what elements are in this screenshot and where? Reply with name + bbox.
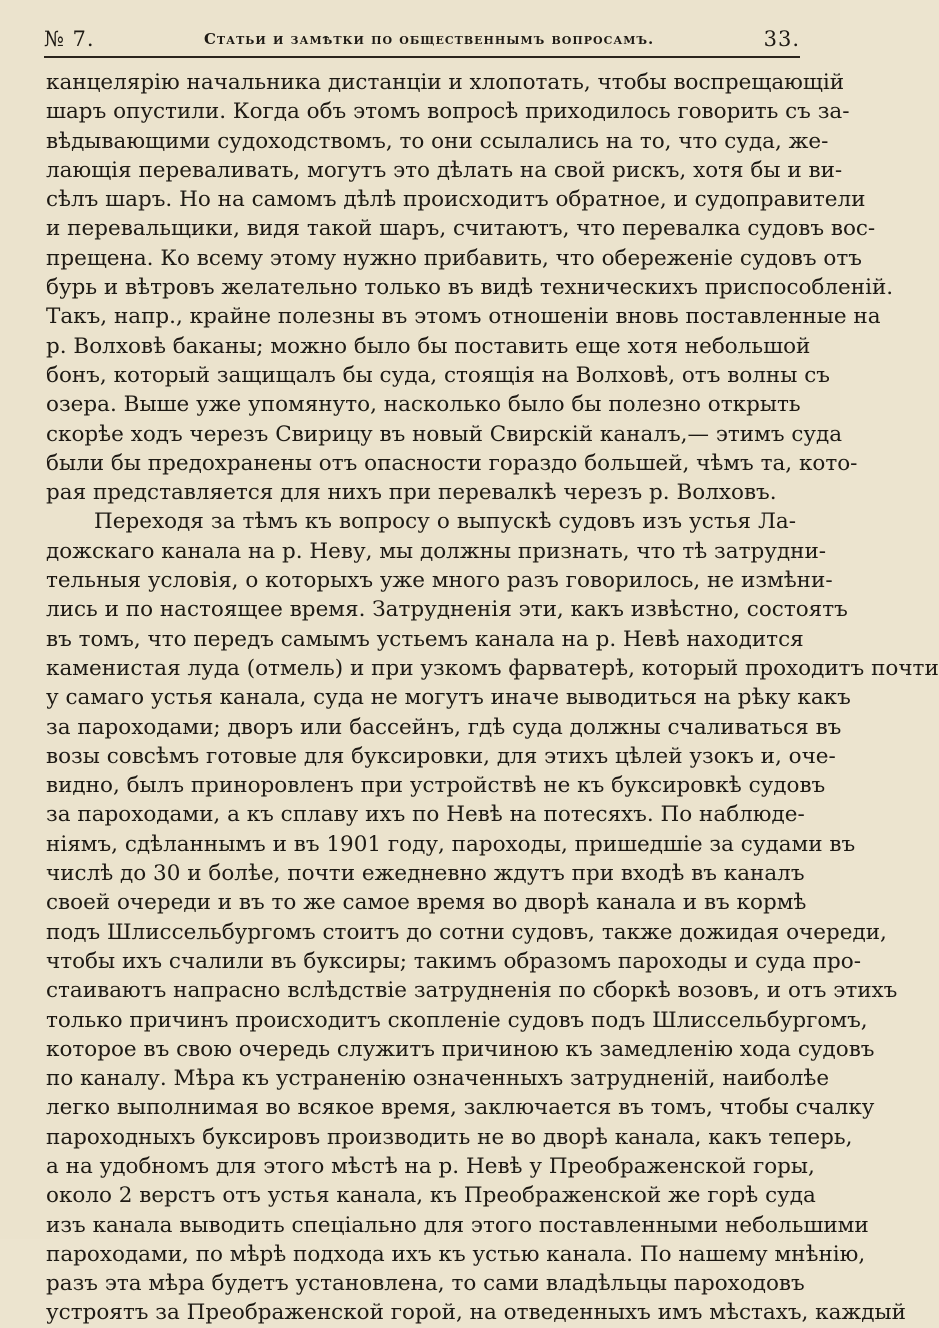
text-line: тельныя условія, о которыхъ уже много разъ говорилось, не измѣни- xyxy=(46,568,833,594)
text-line: около 2 верстъ отъ устья канала, къ Преображенской же горѣ суда xyxy=(46,1183,816,1209)
text-line: пароходныхъ буксировъ производить не во дворѣ канала, какъ теперь, xyxy=(46,1124,853,1150)
page-number: 33. xyxy=(763,27,800,51)
text-line: подъ Шлиссельбургомъ стоитъ до сотни судовъ, также дожидая очереди, xyxy=(46,919,887,945)
text-line: шаръ опустили. Когда объ этомъ вопросѣ приходилось говорить съ за- xyxy=(46,99,850,125)
text-line: были бы предохранены отъ опасности гораздо большей, чѣмъ та, кото- xyxy=(46,450,858,476)
text-line: каменистая луда (отмель) и при узкомъ фарватерѣ, который проходитъ почти xyxy=(46,655,939,681)
running-title: Статьи и замѣтки по общественнымъ вопросамъ. xyxy=(203,30,655,48)
text-line: возы совсѣмъ готовые для буксировки, для этихъ цѣлей узокъ и, оче- xyxy=(46,743,836,769)
text-line: пароходами, по мѣрѣ подхода ихъ къ устью канала. По нашему мнѣнію, xyxy=(46,1241,866,1267)
text-line: въ томъ, что передъ самымъ устьемъ канала на р. Невѣ находится xyxy=(46,626,804,652)
page-header xyxy=(44,22,800,58)
text-line: прещена. Ко всему этому нужно прибавить, что обереженіе судовъ отъ xyxy=(46,245,862,271)
text-line: Переходя за тѣмъ къ вопросу о выпускѣ судовъ изъ устья Ла- xyxy=(94,509,796,535)
text-line: скорѣе ходъ черезъ Свирицу въ новый Свирскій каналъ,— этимъ суда xyxy=(46,421,843,447)
text-line: видно, былъ приноровленъ при устройствѣ не къ буксировкѣ судовъ xyxy=(46,773,826,799)
text-line: только причинъ происходитъ скопленіе судовъ подъ Шлиссельбургомъ, xyxy=(46,1007,868,1033)
text-line: по каналу. Мѣра къ устраненію означенныхъ затрудненій, наиболѣе xyxy=(46,1066,830,1092)
text-line: стаиваютъ напрасно вслѣдствіе затрудненія по сборкѣ возовъ, и отъ этихъ xyxy=(46,978,898,1004)
text-line: рая представляется для нихъ при перевалкѣ черезъ р. Волховъ. xyxy=(46,480,777,506)
text-line: легко выполнимая во всякое время, заключается въ томъ, чтобы счалку xyxy=(46,1095,875,1121)
issue-number: № 7. xyxy=(44,27,95,51)
text-line: разъ эта мѣра будетъ установлена, то сами владѣльцы пароходовъ xyxy=(46,1271,805,1297)
body-text xyxy=(46,68,939,1328)
text-line: которое въ свою очередь служитъ причиною къ замедленію хода судовъ xyxy=(46,1036,875,1062)
text-line: за пароходами, а къ сплаву ихъ по Невѣ на потесяхъ. По наблюде- xyxy=(46,802,805,828)
text-line: и перевальщики, видя такой шаръ, считаютъ, что перевалка судовъ вос- xyxy=(46,216,876,242)
text-line: вѣдывающими судоходствомъ, то они ссылались на то, что суда, же- xyxy=(46,128,829,154)
text-line: бонъ, который защищалъ бы суда, стоящія на Волховѣ, отъ волны съ xyxy=(46,362,830,388)
text-line: канцелярію начальника дистанціи и хлопотать, чтобы воспрещающій xyxy=(46,70,845,95)
text-line: ніямъ, сдѣланнымъ и въ 1901 году, пароходы, пришедшіе за судами въ xyxy=(46,831,856,857)
text-line: Такъ, напр., крайне полезны въ этомъ отношеніи вновь поставленные на xyxy=(46,304,881,330)
text-line: бурь и вѣтровъ желательно только въ видѣ техническихъ приспособленій. xyxy=(46,275,894,301)
text-line: лающія переваливать, могутъ это дѣлать на свой рискъ, хотя бы и ви- xyxy=(46,157,843,183)
text-line: изъ канала выводить спеціально для этого поставленными небольшими xyxy=(46,1212,869,1238)
text-line: озера. Выше уже упомянуто, насколько было бы полезно открыть xyxy=(46,392,801,418)
text-line: лись и по настоящее время. Затрудненія эти, какъ извѣстно, состоятъ xyxy=(46,597,848,623)
text-line: а на удобномъ для этого мѣстѣ на р. Невѣ у Преображенской горы, xyxy=(46,1153,815,1179)
text-line: дожскаго канала на р. Неву, мы должны признать, что тѣ затрудни- xyxy=(46,538,827,564)
text-line: у самаго устья канала, суда не могутъ иначе выводиться на рѣку какъ xyxy=(46,685,851,711)
text-line: чтобы ихъ счалили въ буксиры; такимъ образомъ пароходы и суда про- xyxy=(46,948,862,974)
text-line: сѣлъ шаръ. Но на самомъ дѣлѣ происходитъ обратное, и судоправители xyxy=(46,187,866,213)
text-line: числѣ до 30 и болѣе, почти ежедневно ждутъ при входѣ въ каналъ xyxy=(46,861,805,887)
text-line: устроятъ за Преображенской горой, на отведенныхъ имъ мѣстахъ, каждый xyxy=(46,1300,906,1326)
text-line: своей очереди и въ то же самое время во дворѣ канала и въ кормѣ xyxy=(46,890,807,916)
text-line: за пароходами; дворъ или бассейнъ, гдѣ суда должны счаливаться въ xyxy=(46,714,842,740)
text-line: р. Волховѣ баканы; можно было бы поставить еще хотя небольшой xyxy=(46,333,811,359)
